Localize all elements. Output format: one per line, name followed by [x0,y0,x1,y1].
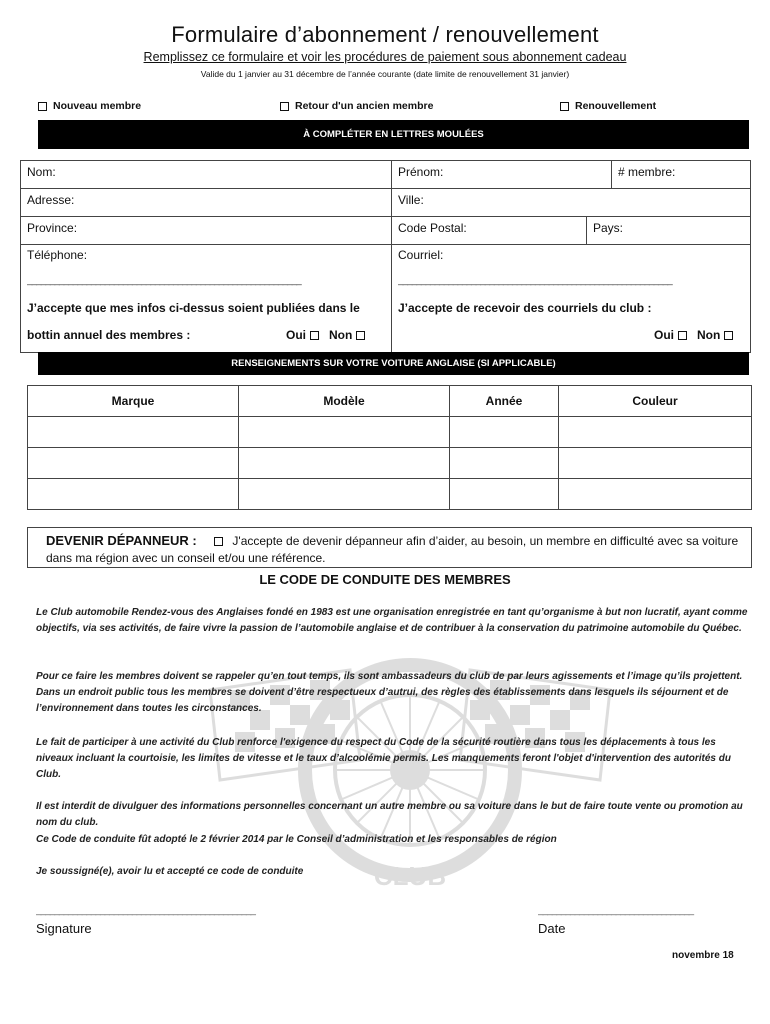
signature-label: Signature [36,921,92,936]
grid-line [391,161,392,352]
option-new-member[interactable] [38,100,141,112]
page-subtitle: Remplissez ce formulaire et voir les procédures de paiement sous abonnement cadeau [143,50,627,64]
grid-line [21,216,750,217]
grid-line [21,244,750,245]
print-instructions-text: À COMPLÉTER EN LETTRES MOULÉES [303,129,484,140]
field-nom[interactable]: Nom: [27,165,56,179]
column-header-annee: Année [450,386,559,417]
checkbox-new-member[interactable] [38,102,47,111]
email-oui-label: Oui [654,328,674,342]
table-cell[interactable] [559,479,752,510]
consent-email-text: J’accepte de recevoir des courriels du club : [398,301,652,315]
field-telephone[interactable]: Téléphone: [27,248,88,262]
footer-date: novembre 18 [672,950,734,961]
table-header-row [28,386,752,417]
publish-non-label: Non [329,328,353,342]
option-returning-member-label: Retour d'un ancien membre [295,100,434,112]
consent-email-choices [649,328,733,342]
option-new-member-label: Nouveau membre [53,100,142,112]
table-cell[interactable] [28,479,239,510]
code-acknowledgement: Je soussigné(e), avoir lu et accepté ce code de conduite [36,866,304,877]
print-instructions-banner [38,120,749,149]
telephone-fill-line[interactable]: ____________________________________________________________ [27,275,301,286]
date-line[interactable]: __________________________________ [538,905,694,916]
depanneur-title: DEVENIR DÉPANNEUR : [46,533,197,548]
grid-line [586,216,587,244]
table-row [28,479,752,510]
watermark-text: CLUB [373,861,447,891]
field-adresse[interactable]: Adresse: [27,193,75,207]
member-info-grid [20,160,751,353]
code-of-conduct-title: LE CODE DE CONDUITE DES MEMBRES [259,572,511,587]
field-courriel[interactable]: Courriel: [398,248,444,262]
table-cell[interactable] [239,479,450,510]
code-paragraph-3: Le fait de participer à une activité du Club renforce l'exigence du respect du Code de la sécurité routière dans tous les déplacements à tous les niveaux incluant la courtoisie, les limites de vitesse et le taux d’alcoolémie permis. Les manquements feront l'objet d'intervention des autorités du Club. [36,737,731,780]
field-member-number[interactable]: # membre: [618,165,676,179]
table-cell[interactable] [559,448,752,479]
code-paragraph-4: Il est interdit de divulguer des informations personnelles concernant un autre membre ou sa voiture dans le but de faire toute vente ou promotion au nom du club. [36,801,743,828]
column-header-modele: Modèle [239,386,450,417]
field-pays[interactable]: Pays: [593,221,624,235]
table-cell[interactable] [28,448,239,479]
table-row [28,448,752,479]
checkbox-publish-non[interactable] [356,331,365,340]
car-info-table [27,385,752,510]
table-row [28,417,752,448]
date-label: Date [538,921,566,936]
checkbox-depanneur[interactable] [214,537,223,546]
checkbox-returning-member[interactable] [280,102,289,111]
table-cell[interactable] [239,417,450,448]
option-returning-member[interactable] [280,100,433,112]
option-renewal-label: Renouvellement [575,100,657,112]
email-non-label: Non [697,328,721,342]
table-cell[interactable] [450,448,559,479]
table-cell[interactable] [28,417,239,448]
table-cell[interactable] [450,417,559,448]
validity-note: Valide du 1 janvier au 31 décembre de l’année courante (date limite de renouvellement 31 janvier) [200,69,570,79]
field-province[interactable]: Province: [27,221,78,235]
depanneur-text: J'accepte de devenir dépanneur afin d’aider, au besoin, un membre en difficulté avec sa voiture dans ma région avec un conseil et/ou une référence. [46,534,739,565]
option-renewal[interactable] [560,100,656,112]
consent-publish-line2: bottin annuel des membres : [27,328,191,342]
code-paragraph-5: Ce Code de conduite fût adopté le 2 février 2014 par le Conseil d’administration et les responsables de région [36,834,557,845]
grid-line [611,161,612,188]
field-ville[interactable]: Ville: [398,193,424,207]
checkbox-publish-oui[interactable] [310,331,319,340]
field-prenom[interactable]: Prénom: [398,165,444,179]
field-code-postal[interactable]: Code Postal: [398,221,467,235]
page-title: Formulaire d’abonnement / renouvellement [171,22,599,47]
car-info-banner [38,352,749,375]
signature-line[interactable]: ________________________________________________ [36,905,255,916]
consent-publish-choices [281,328,365,342]
table-cell[interactable] [239,448,450,479]
column-header-marque: Marque [28,386,239,417]
depanneur-section [27,527,752,568]
table-cell[interactable] [450,479,559,510]
checkbox-email-non[interactable] [724,331,733,340]
code-paragraph-1: Le Club automobile Rendez-vous des Anglaises fondé en 1983 est une organisation enregistrée en tant qu’organisme à but non lucratif, ayant comme objectifs, via ses activités, de faire vivre la passion de l’automobile anglaise et de contribuer à la conservation du patrimoine automobile du Québec. [36,607,748,634]
checkbox-renewal[interactable] [560,102,569,111]
grid-line [21,188,750,189]
checkbox-email-oui[interactable] [678,331,687,340]
consent-publish-line1: J’accepte que mes infos ci-dessus soient publiées dans le [27,301,360,315]
table-cell[interactable] [559,417,752,448]
email-fill-line[interactable]: ____________________________________________________________ [398,275,672,286]
car-info-banner-text: RENSEIGNEMENTS SUR VOTRE VOITURE ANGLAISE (SI APPLICABLE) [231,358,556,369]
column-header-couleur: Couleur [559,386,752,417]
publish-oui-label: Oui [286,328,306,342]
code-paragraph-2: Pour ce faire les membres doivent se rappeler qu’en tout temps, ils sont ambassadeurs du club de par leurs agissements et l’image qu’ils projettent. Dans un endroit public tous les membres se doivent d’être respectueux d’autrui, des règles des établissements dans lesquels ils séjournent et de l’environnement dans toutes les circonstances. [36,671,743,714]
